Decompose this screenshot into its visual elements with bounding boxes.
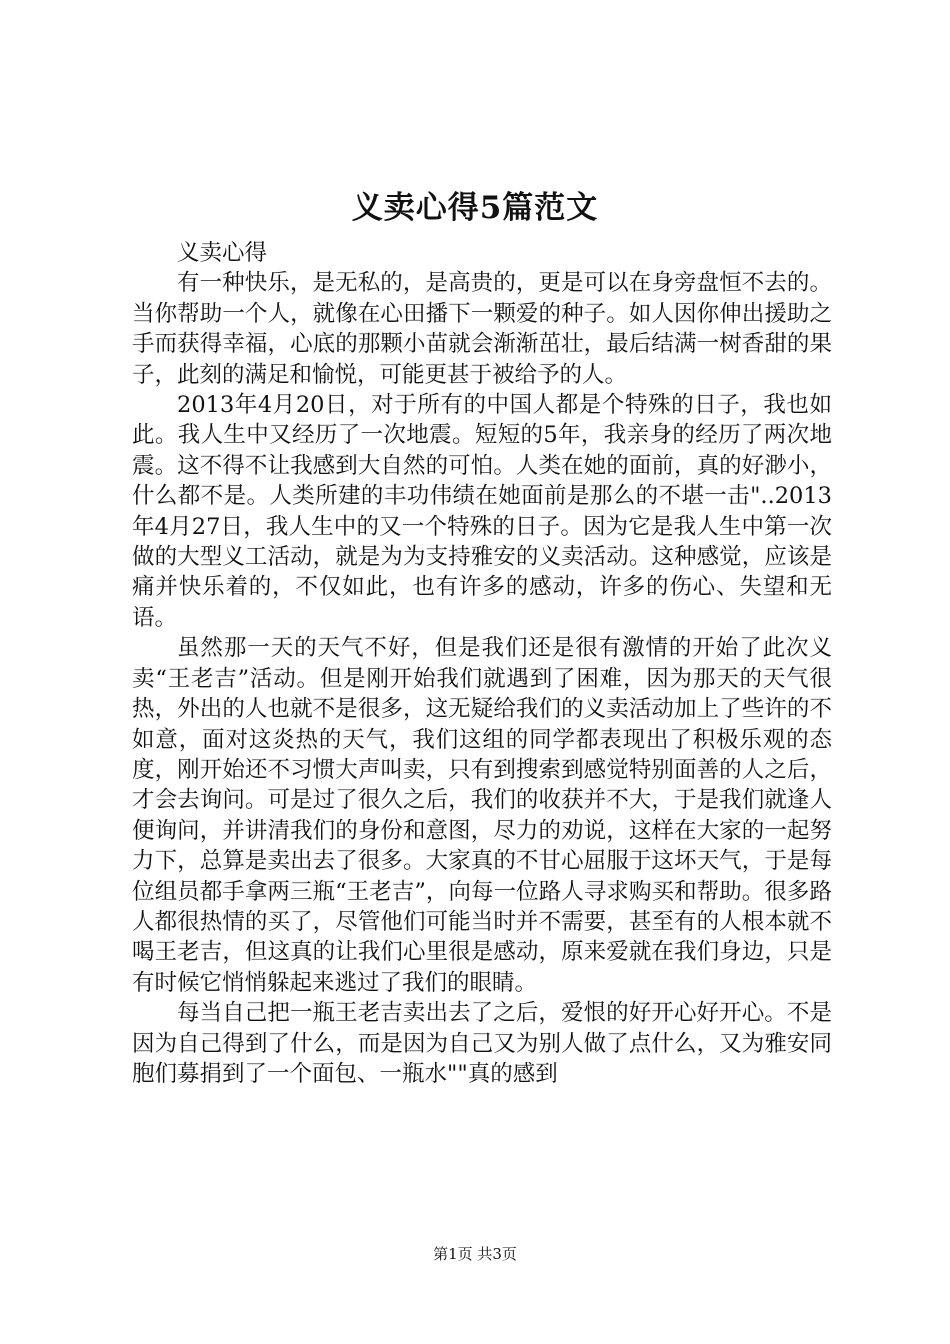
paragraph-1: 有一种快乐，是无私的，是高贵的，更是可以在身旁盘恒不去的。当你帮助一个人，就像在心田播下一颗爱的种子。如人因你伸出援助之手而获得幸福，心底的那颗小苗就会渐渐茁壮，最后结满一树香甜的果子，此刻的满足和愉悦，可能更甚于被给予的人。: [132, 270, 832, 388]
paragraph-2: 2013年4月20日，对于所有的中国人都是个特殊的日子，我也如此。我人生中又经历了一次地震。短短的5年，我亲身的经历了两次地震。这不得不让我感到大自然的可怕。人类在她的面前，真的好渺小，什么都不是。人类所建的丰功伟绩在她面前是那么的不堪一击"..2013年4月27日，我人生中的又一个特殊的日子。因为它是我人生中第一次做的大型义工活动，就是为为支持雅安的义卖活动。这种感觉，应该是痛并快乐着的，不仅如此，也有许多的感动，许多的伤心、失望和无语。: [132, 392, 832, 631]
subtitle: 义卖心得: [177, 240, 268, 266]
document-body: [132, 238, 832, 1089]
paragraph-3: 虽然那一天的天气不好，但是我们还是很有激情的开始了此次义卖“王老吉”活动。但是刚开始我们就遇到了困难，因为那天的天气很热，外出的人也就不是很多，这无疑给我们的义卖活动加上了些许的不如意，面对这炎热的天气，我们这组的同学都表现出了积极乐观的态度，刚开始还不习惯大声叫卖，只有到搜索到感觉特别面善的人之后，才会去询问。可是过了很久之后，我们的收获并不大，于是我们就逢人便询问，并讲清我们的身份和意图，尽力的劝说，这样在大家的一起努力下，总算是卖出去了很多。大家真的不甘心屈服于这坏天气，于是每位组员都手拿两三瓶“王老吉”，向每一位路人寻求购买和帮助。很多路人都很热情的买了，尽管他们可能当时并不需要，甚至有的人根本就不喝王老吉，但这真的让我们心里很是感动，原来爱就在我们身边，只是有时候它悄悄躲起来逃过了我们的眼睛。: [132, 635, 832, 996]
page-footer: 第1页 共3页: [433, 1245, 517, 1263]
document-title: 义卖心得5篇范文: [351, 190, 599, 226]
paragraph-4: 每当自己把一瓶王老吉卖出去了之后，爱恨的好开心好开心。不是因为自己得到了什么，而是因为自己又为别人做了点什么，又为雅安同胞们募捐到了一个面包、一瓶水""真的感到: [132, 1000, 832, 1087]
